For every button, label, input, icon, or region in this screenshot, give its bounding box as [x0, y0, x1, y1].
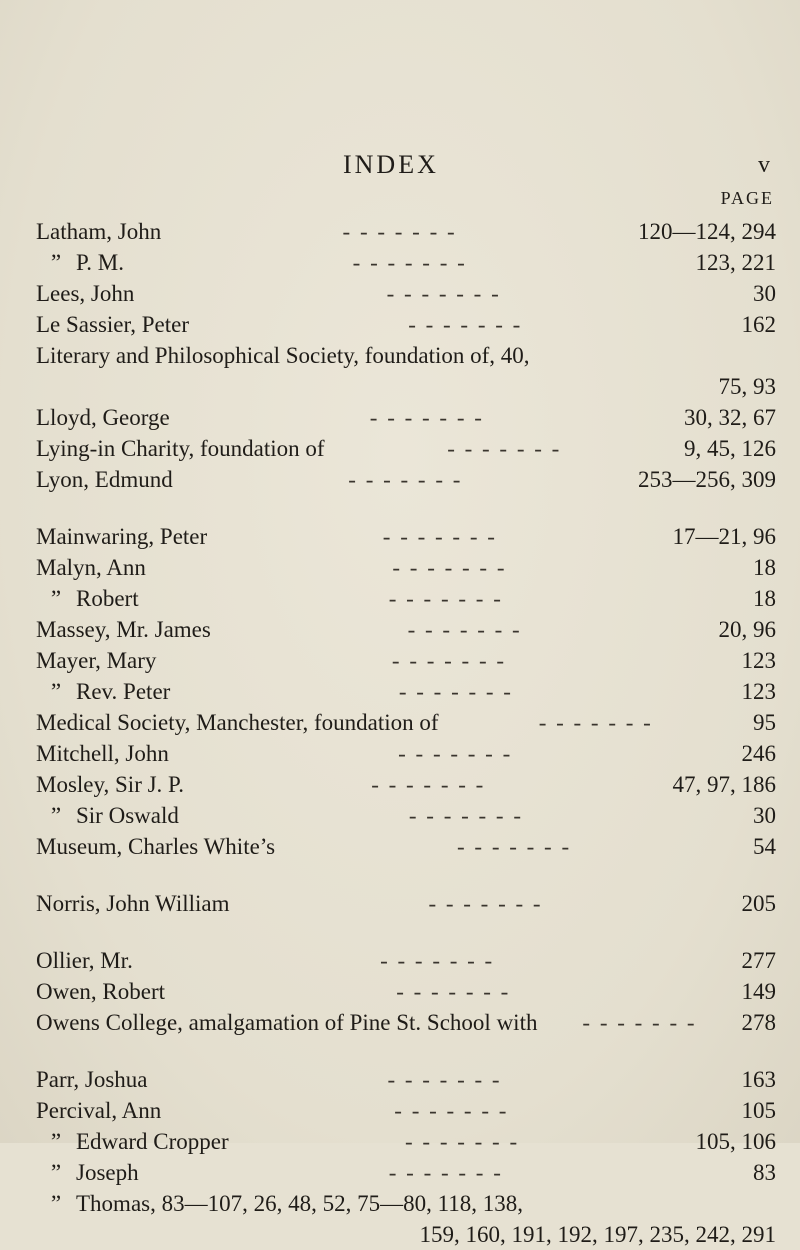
entry-name — [36, 552, 146, 583]
index-entry — [36, 1064, 776, 1095]
entry-pages: 18 — [753, 586, 776, 611]
entry-name-text: P. M. — [76, 250, 124, 275]
entry-pages: 123, 221 — [695, 250, 776, 275]
entry-pages: 105 — [741, 1098, 776, 1123]
entry-pages: 30, 32, 67 — [684, 405, 776, 430]
entry-name — [36, 433, 325, 464]
entry-name — [36, 614, 211, 645]
index-entry — [36, 1157, 776, 1188]
leader-dashes: - - - - - - - — [407, 617, 522, 642]
index-entry — [36, 800, 776, 831]
entry-name-text: Lloyd, George — [36, 405, 170, 430]
entry-pages: 163 — [741, 1067, 776, 1092]
entry-name-text: Percival, Ann — [36, 1098, 162, 1123]
entry-name-text: Owen, Robert — [36, 979, 166, 1004]
index-entry — [36, 1188, 776, 1219]
leader-dashes: - - - - - - - — [392, 555, 507, 580]
entry-name-text: Rev. Peter — [76, 679, 171, 704]
entry-name — [36, 645, 156, 676]
entry-name — [36, 976, 165, 1007]
entry-continuation — [36, 371, 776, 402]
index-entry — [36, 583, 776, 614]
entry-pages: 20, 96 — [718, 617, 776, 642]
ditto-mark: ” — [50, 250, 62, 275]
index-entry — [36, 645, 776, 676]
entry-name — [36, 278, 134, 309]
entry-name-text: Joseph — [76, 1160, 139, 1185]
index-entry — [36, 552, 776, 583]
entry-name-text: Edward Cropper — [76, 1129, 229, 1154]
page-column-label: PAGE — [720, 188, 774, 208]
leader-dashes: - - - - - - - — [380, 948, 495, 973]
entry-name-text: Parr, Joshua — [36, 1067, 148, 1092]
leader-dashes: - - - - - - - — [348, 467, 463, 492]
entry-name-text: Museum, Charles White’s — [36, 834, 276, 859]
entry-name-text: Lyon, Edmund — [36, 467, 173, 492]
index-entry — [36, 278, 776, 309]
entry-name-text: Robert — [76, 586, 139, 611]
page-header — [0, 150, 800, 190]
entry-pages: 205 — [741, 891, 776, 916]
index-entry — [36, 614, 776, 645]
leader-dashes: - - - - - - - — [371, 772, 486, 797]
index-entry — [36, 769, 776, 800]
index-entry — [36, 738, 776, 769]
index-entry — [36, 676, 776, 707]
entry-pages: 278 — [741, 1010, 776, 1035]
entry-pages: 123 — [741, 679, 776, 704]
entry-name — [36, 216, 161, 247]
entry-pages: 54 — [753, 834, 776, 859]
index-entry — [36, 707, 776, 738]
entry-name-text: Mitchell, John — [36, 741, 169, 766]
entry-name-text: Owens College, amalgamation of Pine St. School with — [36, 1010, 538, 1035]
section-gap — [36, 495, 776, 521]
ditto-mark: ” — [50, 803, 62, 828]
index-entry — [36, 521, 776, 552]
entry-name — [36, 707, 439, 738]
leader-dashes: - - - - - - - — [408, 312, 523, 337]
leader-dashes: - - - - - - - — [394, 1098, 509, 1123]
leader-dashes: - - - - - - - — [405, 1129, 520, 1154]
entry-name — [36, 464, 173, 495]
leader-dashes: - - - - - - - — [382, 524, 497, 549]
entry-name-text: Mainwaring, Peter — [36, 524, 208, 549]
entry-pages: 120—124, 294 — [638, 219, 776, 244]
entry-name-text: Malyn, Ann — [36, 555, 146, 580]
leader-dashes: - - - - - - - — [398, 741, 513, 766]
entry-pages: 9, 45, 126 — [684, 436, 776, 461]
entry-pages: 47, 97, 186 — [672, 772, 776, 797]
entry-pages: 18 — [753, 555, 776, 580]
entry-pages: 277 — [741, 948, 776, 973]
entry-name — [36, 676, 170, 707]
index-entry — [36, 888, 776, 919]
leader-dashes: - - - - - - - — [391, 648, 507, 673]
entry-pages: 162 — [741, 312, 776, 337]
entry-name-text: Literary and Philosophical Society, foundation of, 40, — [36, 343, 530, 368]
entry-name-text: Le Sassier, Peter — [36, 312, 190, 337]
index-entry — [36, 464, 776, 495]
section-gap — [36, 1038, 776, 1064]
entry-name-text: Mosley, Sir J. P. — [36, 772, 185, 797]
section-gap — [36, 919, 776, 945]
index-entry — [36, 1007, 776, 1038]
entry-pages: 149 — [741, 979, 776, 1004]
entry-name-text: Massey, Mr. James — [36, 617, 211, 642]
index-entry — [36, 433, 776, 464]
index-entries — [36, 216, 776, 1250]
index-entry — [36, 247, 776, 278]
entry-pages: 75, 93 — [718, 374, 776, 399]
entry-name — [36, 1126, 229, 1157]
entry-name — [36, 769, 184, 800]
ditto-mark: ” — [50, 1160, 62, 1185]
index-entry — [36, 1095, 776, 1126]
entry-name — [36, 309, 189, 340]
entry-pages: 123 — [741, 648, 776, 673]
entry-name-text: Lees, John — [36, 281, 135, 306]
entry-name — [36, 583, 139, 614]
entry-name — [36, 1157, 139, 1188]
leader-dashes: - - - - - - - — [408, 803, 523, 828]
entry-name-text: Latham, John — [36, 219, 162, 244]
leader-dashes: - - - - - - - — [387, 1067, 502, 1092]
entry-name — [36, 738, 169, 769]
entry-name — [36, 1007, 537, 1038]
entry-pages: 159, 160, 191, 192, 197, 235, 242, 291 — [419, 1222, 776, 1247]
entry-name — [36, 340, 530, 371]
entry-name-text: Sir Oswald — [76, 803, 179, 828]
index-entry — [36, 402, 776, 433]
index-entry — [36, 976, 776, 1007]
leader-dashes: - - - - - - - — [538, 710, 653, 735]
entry-name-text: Norris, John William — [36, 891, 230, 916]
leader-dashes: - - - - - - - — [388, 1160, 503, 1185]
entry-name — [36, 402, 170, 433]
entry-name — [36, 831, 275, 862]
leader-dashes: - - - - - - - — [369, 405, 484, 430]
entry-pages: 30 — [753, 281, 776, 306]
ditto-mark: ” — [50, 1129, 62, 1154]
page-number: v — [758, 152, 770, 178]
leader-dashes: - - - - - - - — [457, 834, 572, 859]
entry-name-text: Thomas, 83—107, 26, 48, 52, 75—80, 118, 138, — [76, 1191, 523, 1216]
entry-pages: 105, 106 — [695, 1129, 776, 1154]
leader-dashes: - - - - - - - — [398, 679, 513, 704]
entry-name — [36, 945, 133, 976]
leader-dashes: - - - - - - - — [447, 436, 562, 461]
ditto-mark: ” — [50, 586, 62, 611]
leader-dashes: - - - - - - - — [428, 891, 543, 916]
entry-name-text: Ollier, Mr. — [36, 948, 133, 973]
entry-continuation — [36, 1219, 776, 1250]
leader-dashes: - - - - - - - — [352, 250, 467, 275]
entry-pages: 17—21, 96 — [672, 524, 776, 549]
index-entry — [36, 1126, 776, 1157]
entry-name-text: Medical Society, Manchester, foundation of — [36, 710, 439, 735]
entry-name — [36, 1188, 523, 1219]
entry-pages: 83 — [753, 1160, 776, 1185]
section-gap — [36, 862, 776, 888]
index-entry — [36, 340, 776, 371]
entry-pages: 246 — [741, 741, 776, 766]
leader-dashes: - - - - - - - — [396, 979, 511, 1004]
entry-pages: 95 — [753, 710, 776, 735]
index-entry — [36, 216, 776, 247]
entry-name — [36, 888, 230, 919]
entry-name — [36, 521, 207, 552]
entry-pages: 253—256, 309 — [638, 467, 776, 492]
entry-name-text: Lying-in Charity, foundation of — [36, 436, 325, 461]
page-title: INDEX — [343, 150, 439, 179]
index-entry — [36, 945, 776, 976]
entry-name — [36, 1095, 161, 1126]
entry-name-text: Mayer, Mary — [36, 648, 157, 673]
entry-name — [36, 1064, 148, 1095]
leader-dashes: - - - - - - - — [388, 586, 503, 611]
index-entry — [36, 831, 776, 862]
ditto-mark: ” — [50, 679, 62, 704]
entry-pages: 30 — [753, 803, 776, 828]
leader-dashes: - - - - - - - — [582, 1010, 697, 1035]
entry-name — [36, 800, 179, 831]
ditto-mark: ” — [50, 1191, 62, 1216]
leader-dashes: - - - - - - - — [342, 219, 457, 244]
entry-name — [36, 247, 124, 278]
index-entry — [36, 309, 776, 340]
leader-dashes: - - - - - - - — [386, 281, 501, 306]
